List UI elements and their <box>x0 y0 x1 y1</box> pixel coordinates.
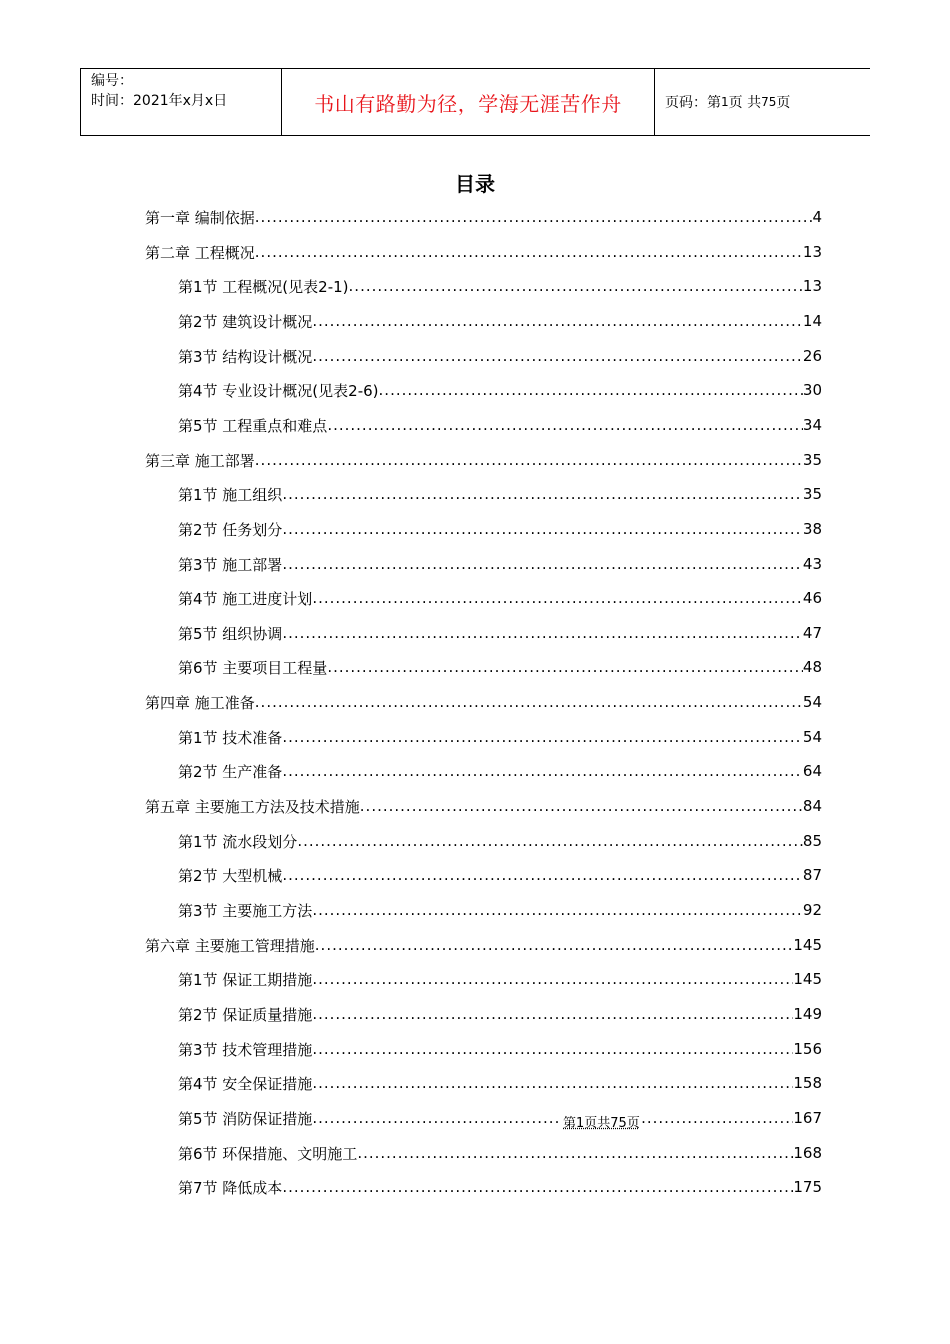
toc-entry-page: 149 <box>793 1005 822 1023</box>
toc-section-entry[interactable] <box>178 999 822 1029</box>
toc-section-entry[interactable] <box>178 1103 822 1133</box>
toc-entry-label: 第4节 安全保证措施 <box>178 1074 313 1093</box>
toc-entry-page: 14 <box>802 312 822 330</box>
toc-entry-page: 175 <box>793 1178 822 1196</box>
toc-dot-leader <box>360 797 803 815</box>
toc-entry-label: 第1节 施工组织 <box>178 485 283 504</box>
toc-entry-label: 第2节 生产准备 <box>178 762 283 781</box>
toc-entry-label: 第7节 降低成本 <box>178 1178 283 1197</box>
toc-dot-leader <box>312 970 793 988</box>
toc-entry-page: 84 <box>802 797 822 815</box>
toc-entry-label: 第二章 工程概况 <box>145 243 255 262</box>
toc-entry-page: 156 <box>793 1040 822 1058</box>
toc-entry-page: 85 <box>802 832 822 850</box>
toc-section-entry[interactable] <box>178 756 822 786</box>
toc-chapter-entry[interactable] <box>145 687 822 717</box>
toc-entry-label: 第5节 工程重点和难点 <box>178 416 328 435</box>
toc-entry-page: 38 <box>802 520 822 538</box>
toc-entry-page: 13 <box>802 277 822 295</box>
toc-entry-label: 第4节 专业设计概况(见表2-6) <box>178 381 379 400</box>
toc-entry-page: 35 <box>802 451 822 469</box>
toc-section-entry[interactable] <box>178 583 822 613</box>
toc-entry-label: 第2节 保证质量措施 <box>178 1005 313 1024</box>
toc-entry-page: 26 <box>802 347 822 365</box>
toc-section-entry[interactable] <box>178 479 822 509</box>
toc-chapter-entry[interactable] <box>145 930 822 960</box>
toc-entry-page: 54 <box>802 728 822 746</box>
toc-dot-leader <box>282 1178 793 1196</box>
toc-section-entry[interactable] <box>178 826 822 856</box>
toc-dot-leader <box>312 901 803 919</box>
toc-chapter-entry[interactable] <box>145 791 822 821</box>
toc-entry-label: 第四章 施工准备 <box>145 693 255 712</box>
document-header <box>80 68 870 136</box>
toc-entry-page: 167 <box>793 1109 822 1127</box>
toc-dot-leader <box>349 277 803 295</box>
toc-section-entry[interactable] <box>178 1068 822 1098</box>
toc-entry-page: 54 <box>802 693 822 711</box>
toc-dot-leader <box>255 243 803 261</box>
toc-section-entry[interactable] <box>178 375 822 405</box>
page-suffix: 页 <box>776 95 791 111</box>
toc-entry-page: 35 <box>802 485 822 503</box>
toc-entry-page: 48 <box>802 658 822 676</box>
toc-dot-leader <box>357 1144 793 1162</box>
toc-entry-label: 第6节 主要项目工程量 <box>178 658 328 677</box>
toc-entry-page: 43 <box>802 555 822 573</box>
toc-entry-label: 第1节 保证工期措施 <box>178 970 313 989</box>
toc-entry-label: 第五章 主要施工方法及技术措施 <box>145 797 360 816</box>
toc-entry-page: 92 <box>802 901 822 919</box>
toc-dot-leader <box>297 832 803 850</box>
toc-entry-label: 第1节 技术准备 <box>178 728 283 747</box>
toc-dot-leader <box>312 1109 793 1127</box>
toc-dot-leader <box>312 589 803 607</box>
toc-dot-leader <box>312 1005 793 1023</box>
toc-entry-label: 第一章 编制依据 <box>145 208 255 227</box>
toc-section-entry[interactable] <box>178 271 822 301</box>
header-meta-cell <box>81 69 282 135</box>
toc-entry-page: 13 <box>802 243 822 261</box>
toc-entry-page: 168 <box>793 1144 822 1162</box>
toc-dot-leader <box>312 347 803 365</box>
toc-section-entry[interactable] <box>178 1172 822 1202</box>
toc-entry-label: 第2节 任务划分 <box>178 520 283 539</box>
toc-dot-leader <box>282 555 803 573</box>
toc-entry-label: 第六章 主要施工管理措施 <box>145 936 315 955</box>
toc-dot-leader <box>282 728 803 746</box>
toc-section-entry[interactable] <box>178 514 822 544</box>
serial-number-label: 编号： <box>91 73 133 89</box>
toc-section-entry[interactable] <box>178 860 822 890</box>
toc-entry-page: 64 <box>802 762 822 780</box>
toc-section-entry[interactable] <box>178 964 822 994</box>
toc-entry-label: 第5节 消防保证措施 <box>178 1109 313 1128</box>
toc-dot-leader <box>282 866 803 884</box>
toc-entry-page: 145 <box>793 936 822 954</box>
toc-section-entry[interactable] <box>178 652 822 682</box>
header-motto: 书山有路勤为径，学海无涯苦作舟 <box>282 69 655 135</box>
toc-entry-page: 47 <box>802 624 822 642</box>
toc-entry-label: 第3节 技术管理措施 <box>178 1040 313 1059</box>
page-prefix: 页码：第 <box>665 95 721 111</box>
toc-section-entry[interactable] <box>178 410 822 440</box>
toc-entry-label: 第3节 施工部署 <box>178 555 283 574</box>
toc-entry-label: 第三章 施工部署 <box>145 451 255 470</box>
toc-section-entry[interactable] <box>178 549 822 579</box>
toc-section-entry[interactable] <box>178 722 822 752</box>
toc-section-entry[interactable] <box>178 618 822 648</box>
toc-entry-label: 第3节 主要施工方法 <box>178 901 313 920</box>
toc-section-entry[interactable] <box>178 895 822 925</box>
toc-dot-leader <box>282 624 803 642</box>
footer-page-number: 第1页共75页 <box>561 1112 642 1131</box>
toc-dot-leader <box>327 658 803 676</box>
toc-dot-leader <box>255 208 813 226</box>
toc-entry-label: 第1节 工程概况(见表2-1) <box>178 277 349 296</box>
toc-chapter-entry[interactable] <box>145 445 822 475</box>
page-current: 1 <box>721 95 729 109</box>
toc-entry-label: 第5节 组织协调 <box>178 624 283 643</box>
toc-entry-page: 87 <box>802 866 822 884</box>
toc-dot-leader <box>282 485 803 503</box>
toc-dot-leader <box>312 1074 793 1092</box>
toc-dot-leader <box>312 1040 793 1058</box>
toc-entry-page: 34 <box>802 416 822 434</box>
toc-entry-label: 第2节 建筑设计概况 <box>178 312 313 331</box>
page-mid: 页 共 <box>728 95 762 111</box>
toc-entry-page: 145 <box>793 970 822 988</box>
toc-entry-label: 第3节 结构设计概况 <box>178 347 313 366</box>
toc-dot-leader <box>379 381 803 399</box>
header-page-info <box>655 69 871 135</box>
toc-dot-leader <box>255 451 803 469</box>
toc-entry-page: 4 <box>812 208 822 226</box>
toc-dot-leader <box>327 416 803 434</box>
toc-entry-page: 158 <box>793 1074 822 1092</box>
toc-chapter-entry[interactable] <box>145 202 822 232</box>
toc-section-entry[interactable] <box>178 341 822 371</box>
toc-chapter-entry[interactable] <box>145 237 822 267</box>
toc-entry-label: 第4节 施工进度计划 <box>178 589 313 608</box>
toc-dot-leader <box>282 762 803 780</box>
toc-section-entry[interactable] <box>178 1034 822 1064</box>
toc-title: 目录 <box>455 172 495 196</box>
toc-entry-label: 第6节 环保措施、文明施工 <box>178 1144 358 1163</box>
toc-dot-leader <box>315 936 794 954</box>
toc-entry-label: 第1节 流水段划分 <box>178 832 298 851</box>
toc-dot-leader <box>312 312 803 330</box>
toc-dot-leader <box>282 520 803 538</box>
toc-dot-leader <box>255 693 803 711</box>
toc-entry-page: 46 <box>802 589 822 607</box>
toc-entry-page: 30 <box>802 381 822 399</box>
toc-section-entry[interactable] <box>178 306 822 336</box>
toc-entry-label: 第2节 大型机械 <box>178 866 283 885</box>
date-label: 时间：2021年x月x日 <box>91 93 228 109</box>
page-total: 75 <box>761 95 777 109</box>
toc-section-entry[interactable] <box>178 1138 822 1168</box>
